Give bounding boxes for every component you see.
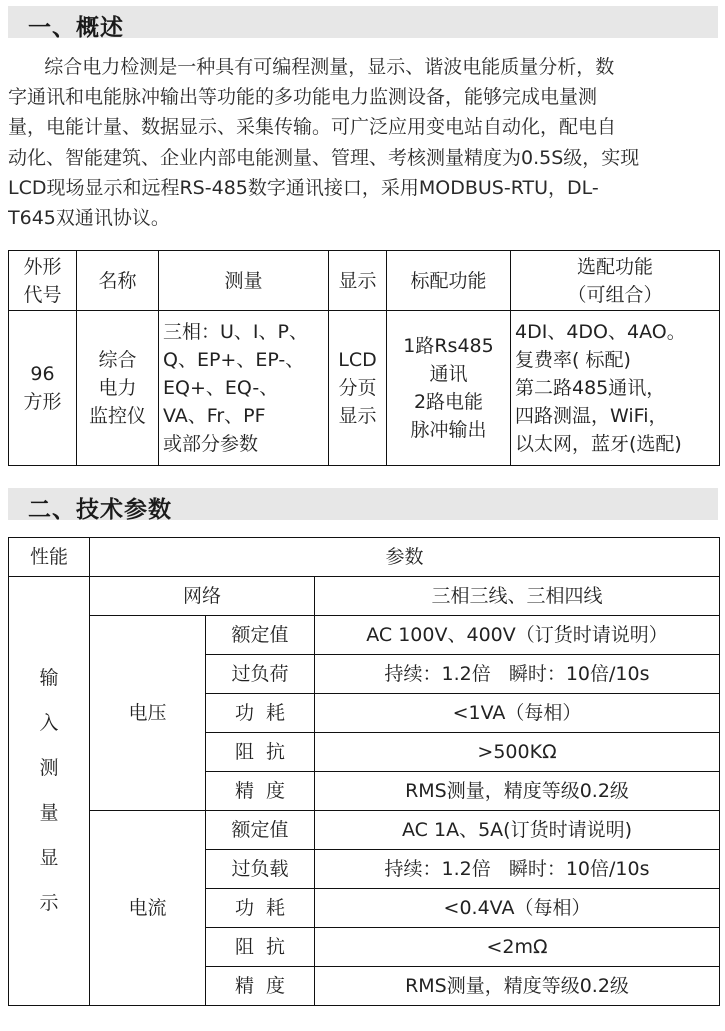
group-label-input-display: 输 入 测 量 显 示 (9, 577, 90, 1006)
section-title: 一、概述 (28, 15, 124, 41)
param-value: RMS测量，精度等级0.2级 (315, 772, 720, 811)
current-label: 电流 (90, 811, 206, 1006)
cell-measure: 三相：U、I、P、 Q、EP+、EP-、 EQ+、EQ-、 VA、Fr、PF 或部分参数 (159, 311, 329, 466)
paragraph-line: T645双通讯协议。 (8, 207, 170, 230)
table-row (9, 311, 720, 466)
param-value: 持续：1.2倍 瞬时：10倍/10s (315, 850, 720, 889)
overview-paragraph (8, 52, 708, 233)
cell-code: 96 方形 (9, 311, 77, 466)
param-value: <0.4VA（每相） (315, 889, 720, 928)
header-cell-performance: 性能 (9, 538, 90, 577)
param-value: >500KΩ (315, 733, 720, 772)
network-label: 网络 (90, 577, 315, 616)
param-name: 阻 抗 (206, 733, 315, 772)
table-row (9, 577, 720, 616)
specs-table (8, 537, 720, 1006)
table-row (9, 811, 720, 850)
param-value: AC 1A、5A(订货时请说明) (315, 811, 720, 850)
header-cell-optional: 选配功能 （可组合） (511, 251, 720, 311)
param-name: 功 耗 (206, 694, 315, 733)
param-value: AC 100V、400V（订货时请说明） (315, 616, 720, 655)
param-name: 过负荷 (206, 655, 315, 694)
section-title: 二、技术参数 (28, 497, 172, 523)
network-value: 三相三线、三相四线 (315, 577, 720, 616)
param-value: <2mΩ (315, 928, 720, 967)
paragraph-line: 量，电能计量、数据显示、采集传输。可广泛应用变电站自动化，配电自 (8, 116, 617, 139)
paragraph-line: 动化、智能建筑、企业内部电能测量、管理、考核测量精度为0.5S级，实现 (8, 146, 640, 169)
param-name: 精 度 (206, 772, 315, 811)
cell-optional: 4DI、4DO、4AO。 复费率( 标配) 第二路485通讯， 四路测温，WiFi， 以太网，蓝牙(选配) (511, 311, 720, 466)
cell-display: LCD 分页 显示 (329, 311, 387, 466)
paragraph-line: LCD现场显示和远程RS-485数字通讯接口，采用MODBUS-RTU，DL- (8, 176, 599, 199)
header-cell-code: 外形 代号 (9, 251, 77, 311)
section-header-overview (8, 6, 718, 41)
cell-name: 综合 电力 监控仪 (77, 311, 159, 466)
header-cell-measure: 测量 (159, 251, 329, 311)
param-name: 过负载 (206, 850, 315, 889)
model-table (8, 250, 720, 466)
header-cell-display: 显示 (329, 251, 387, 311)
cell-standard: 1路Rs485 通讯 2路电能 脉冲输出 (387, 311, 511, 466)
param-value: 持续：1.2倍 瞬时：10倍/10s (315, 655, 720, 694)
table-row (9, 616, 720, 655)
header-cell-parameters: 参数 (90, 538, 720, 577)
section-header-specs (8, 488, 718, 523)
param-value: RMS测量，精度等级0.2级 (315, 967, 720, 1006)
table-header-row (9, 251, 720, 311)
header-cell-name: 名称 (77, 251, 159, 311)
param-name: 阻 抗 (206, 928, 315, 967)
param-name: 额定值 (206, 811, 315, 850)
param-name: 精 度 (206, 967, 315, 1006)
paragraph-line: 综合电力检测是一种具有可编程测量，显示、谐波电能质量分析，数 (8, 56, 615, 78)
paragraph-line: 字通讯和电能脉冲输出等功能的多功能电力监测设备，能够完成电量测 (8, 86, 598, 109)
header-cell-standard: 标配功能 (387, 251, 511, 311)
param-name: 功 耗 (206, 889, 315, 928)
param-value: <1VA（每相） (315, 694, 720, 733)
param-name: 额定值 (206, 616, 315, 655)
voltage-label: 电压 (90, 616, 206, 811)
table-header-row (9, 538, 720, 577)
